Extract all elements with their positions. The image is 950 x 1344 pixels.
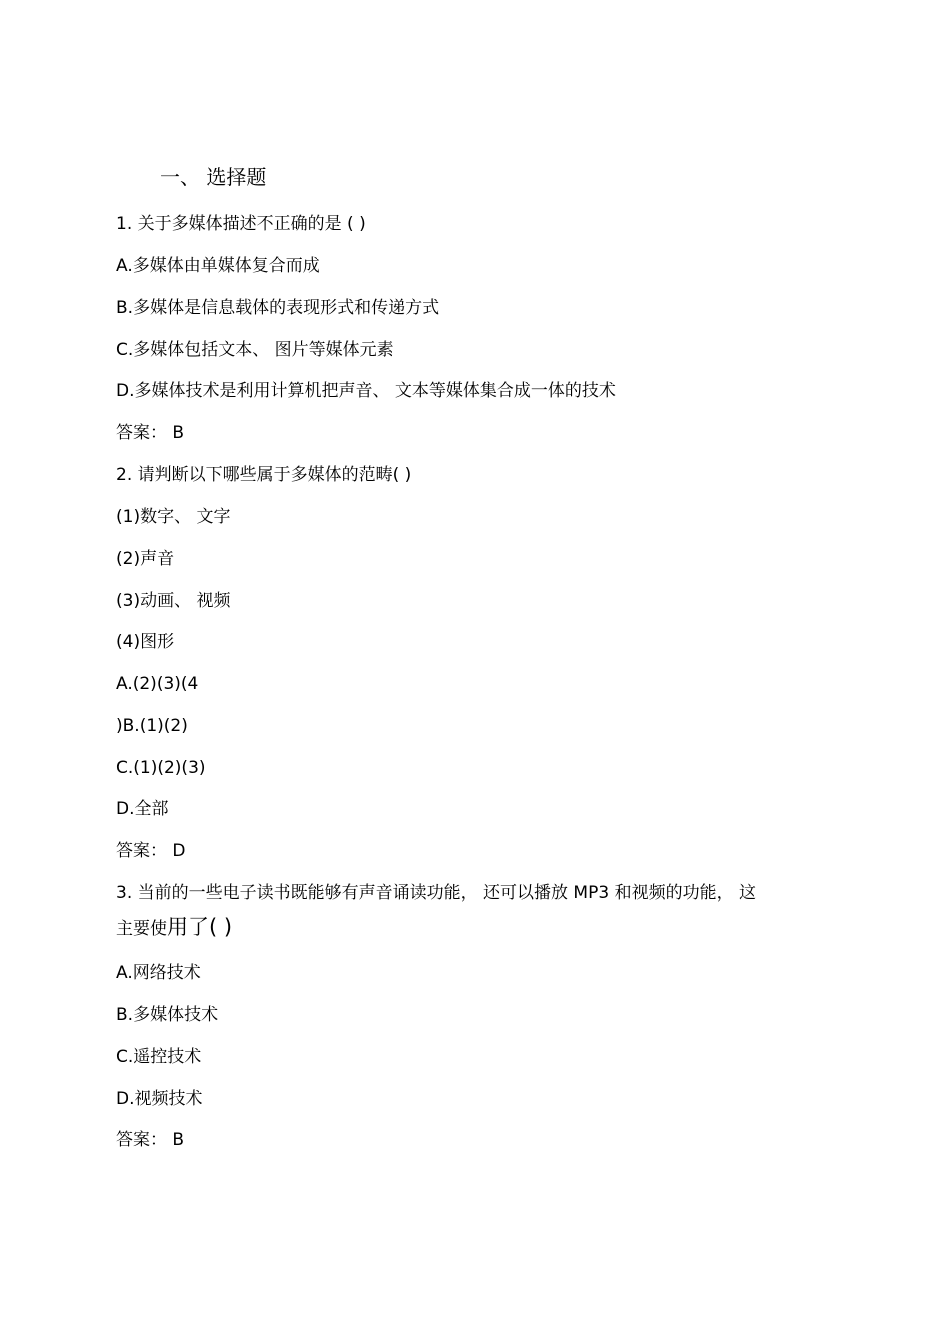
question-2-item-3: (3)动画、 视频 bbox=[116, 591, 231, 611]
question-1-option-b: B.多媒体是信息载体的表现形式和传递方式 bbox=[116, 298, 440, 318]
question-3-stem-line-2-start: 主要使 bbox=[116, 919, 167, 939]
question-2-stem: 2. 请判断以下哪些属于多媒体的范畴( ) bbox=[116, 465, 412, 485]
question-1-option-c: C.多媒体包括文本、 图片等媒体元素 bbox=[116, 340, 394, 360]
question-2-option-a: A.(2)(3)(4 bbox=[116, 674, 199, 694]
question-2-item-2: (2)声音 bbox=[116, 549, 175, 569]
question-3-answer: 答案： B bbox=[116, 1130, 185, 1150]
question-1-stem: 1. 关于多媒体描述不正确的是 ( ) bbox=[116, 214, 366, 234]
question-2-option-c: C.(1)(2)(3) bbox=[116, 758, 206, 778]
question-3-option-a: A.网络技术 bbox=[116, 963, 201, 983]
question-1-answer: 答案： B bbox=[116, 423, 185, 443]
question-3-stem-line-2 bbox=[116, 916, 232, 940]
question-2-item-4: (4)图形 bbox=[116, 632, 175, 652]
question-3-option-c: C.遥控技术 bbox=[116, 1047, 202, 1067]
question-3-option-b: B.多媒体技术 bbox=[116, 1005, 219, 1025]
question-3-stem-line-2-end: 用了( ) bbox=[167, 915, 233, 939]
question-2-option-d: D.全部 bbox=[116, 799, 169, 819]
section-title: 一、 选择题 bbox=[160, 165, 267, 189]
question-2-answer: 答案： D bbox=[116, 841, 186, 861]
question-2-item-1: (1)数字、 文字 bbox=[116, 507, 231, 527]
question-2-option-b: )B.(1)(2) bbox=[116, 716, 188, 736]
question-1-option-a: A.多媒体由单媒体复合而成 bbox=[116, 256, 320, 276]
question-1-option-d: D.多媒体技术是利用计算机把声音、 文本等媒体集合成一体的技术 bbox=[116, 381, 616, 401]
question-3-stem-line-1: 3. 当前的一些电子读书既能够有声音诵读功能， 还可以播放 MP3 和视频的功能， 这 bbox=[116, 883, 756, 903]
question-3-option-d: D.视频技术 bbox=[116, 1089, 203, 1109]
